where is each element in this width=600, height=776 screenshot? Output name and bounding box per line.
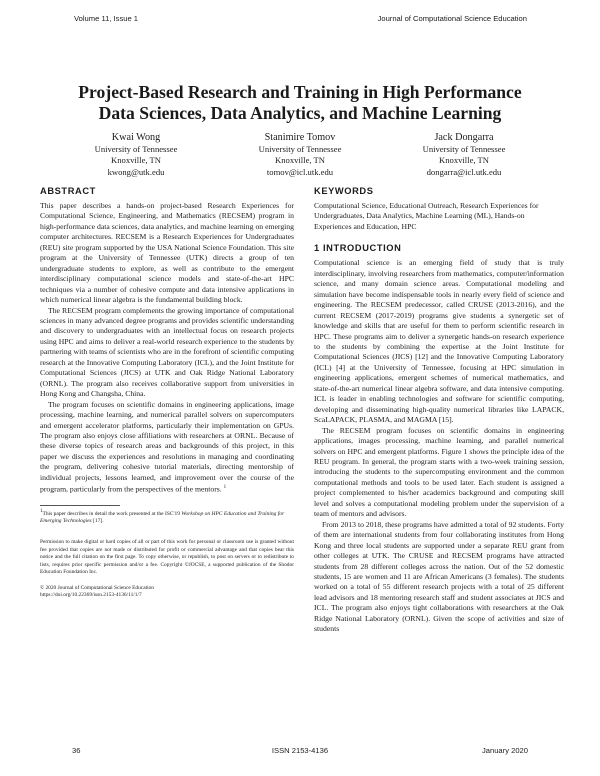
author-location: Knoxville, TN [275,155,325,166]
page-number: 36 [72,746,81,755]
author-1 [51,131,221,178]
author-location: Knoxville, TN [111,155,161,166]
title-line: Data Sciences, Data Analytics, and Machine Learning [98,103,502,123]
keywords-heading: KEYWORDS [314,186,374,196]
footnote-text: This paper describes in detail the work presented at the ISC'19 [42,511,182,518]
footnote-venue: Workshop on HPC Education and Training for Emerging Technologies [40,511,285,525]
footnote-number: 1 [40,509,43,515]
intro-paragraph: The RECSEM program focuses on scientific domains in engineering applications, images processing, machine learning, and parallel numerical solvers on HPC and emergent platforms. Figure 1 shows the principle idea of the REU program. In general, the program starts with a two-week training session, introducing the students to the supercomputing environment and the common computational methods and tools to be used later. Each student is assigned a project complemented to his/her academics background and computing skill level and solves a computational modeling problem under the supervision of a team of mentors and advisors. [314,425,564,519]
abstract-heading: ABSTRACT [40,186,96,196]
footnote-mark: 1 [223,485,227,491]
intro-paragraph: From 2013 to 2018, these programs have admitted a total of 92 students. Forty of them are international students from four collaborating institutes from Hong Kong and three local students are supported under a separate REU grant from other colleges at UTK. The CRUSE and RECSEM programs have attracted students from 28 different colleges across the nation. Out of the 52 domestic students, 15 are women and 11 are African Americans (3 females). The students worked on a total of 55 different research projects with a total of 25 different lead advisors and 18 mentoring research staff and student associates at JICS and ICL. The program also enjoys tight collaborations with researchers at the Oak Ridge National Laboratory (ORNL). Given the scope of activities and size of students [314,519,564,634]
author-affiliation: University of Tennessee [94,144,178,154]
author-3 [379,131,549,178]
author-location: Knoxville, TN [439,155,489,166]
issn: ISSN 2153-4136 [271,746,329,755]
left-column [40,186,294,599]
footnote-rule [40,505,120,506]
footnote-ref: [17]. [91,518,104,525]
author-email: dongarra@icl.utk.edu [426,166,502,177]
author-email: tomov@icl.utk.edu [266,166,334,177]
abstract-paragraph-text: The program focuses on scientific domains in engineering applications, image processing, machine learning, and numerical parallel solvers on supercomputers and emergent accelerator platforms, particularly their implementation on GPUs. The program also enjoys close affiliations with researchers at ORNL. Because of these diverse topics of research areas and backgrounds of this project, in this paper we discuss the experiences and resolutions in managing and coordinating the program, delivering cohesive tutorial materials, directing mentorship of individual projects, lessons learned, and improvement over the course of the program, particularly from the perspectives of the mentors. [40,399,294,494]
author-affiliation: University of Tennessee [422,144,506,154]
paper-title [40,82,560,124]
introduction-heading: 1 INTRODUCTION [314,243,402,254]
author-name: Kwai Wong [111,132,161,143]
abstract-paragraph [40,400,294,496]
right-column [314,186,564,635]
issue-date: January 2020 [481,746,528,755]
doi-link[interactable]: https://doi.org/10.22369/issn.2153-4136/11/1/7 [40,591,142,598]
footnote [40,508,294,525]
author-2 [215,131,385,178]
abstract-paragraph: The RECSEM program complements the growing importance of computational sciences in many advanced degree programs and provides scientific understanding and discovery to undergraduates with an intellectual focus on research projects using HPC and aims to deliver a real-world research experience to the students by partnering with teams of scientists who are in the forefront of scientific computing research at the Innovative Computing Laboratory (ICL), and the Joint Institute for Computational Sciences (JICS) at UTK and Oak Ridge National Laboratory (ORNL). The program also receives collaborative support from universities in Hong Kong and Changsha, China. [40,305,294,399]
author-email: kwong@utk.edu [107,166,165,177]
keywords-text: Computational Science, Educational Outreach, Research Experiences for Undergraduates, Data Analytics, Machine Learning (ML), Hands-on Experiences and Education, HPC [314,201,539,231]
author-name: Jack Dongarra [434,132,494,143]
author-affiliation: University of Tennessee [258,144,342,154]
author-name: Stanimire Tomov [264,132,336,143]
intro-paragraph: Computational science is an emerging field of study that is truly interdisciplinary, involving researchers from mathematics, computer/information science, and many domain science areas. Computational modeling and simulation have become indispensable tools in nearly every field of science and engineering. The RECSEM predecessor, called CRUSE (2013-2016), and the current RECSEM (2017-2019) programs give students a synergetic set of knowledge and skills that are useful for them to perform scientific research in HPC. These programs aim to deliver a synergetic hands-on research experience to the students by combining the expertise at the Joint Institute for Computational Sciences (JICS) [12] and the Innovative Computing Laboratory (ICL) [4] at the University of Tennessee, focusing at HPC simulation in engineering applications, emergent schemes of numerical mathematics, and state-of-the-art numerical linear algebra software, and data intensive computing. ICL is leader in enabling technologies and software for scientific computing, developing and disseminating high-quality numerical libraries like LAPACK, ScaLAPACK, PLASMA, and MAGMA [15]. [314,258,564,425]
title-line: Project-Based Research and Training in High Performance [78,82,522,102]
copyright-line: © 2020 Journal of Computational Science Education [40,584,154,591]
volume-issue: Volume 11, Issue 1 [74,14,139,23]
permission-notice: Permission to make digital or hard copies of all or part of this work for personal or classroom use is granted without fee provided that copies are not made or distributed for profit or commercial advantage and that copies bear this notice and the full citation on the first page. To copy otherwise, or republish, to post on servers or to redistribute to lists, requires prior specific permission and/or a fee. Copyright ©JOCSE, a supported publication of the Shodor Education Foundation Inc. [40,539,294,576]
abstract-paragraph: This paper describes a hands-on project-based Research Experiences for Computational Science, Engineering, and Mathematics (RECSEM) program in high-performance data sciences, data analytics, and machine learning on emerging computer architectures. RECSEM is a Research Experiences for Undergraduates (REU) site program supported by the USA National Science Foundation. This site program at the University of Tennessee (UTK) directs a group of ten undergraduate students to explore, as well as contribute to the emergent interdisciplinary computational science models and state-of-the-art HPC techniques via a number of cohesive compute and data intensive applications in which numerical linear algebra is the fundamental building block. [40,201,294,305]
journal-name: Journal of Computational Science Education [377,14,527,23]
